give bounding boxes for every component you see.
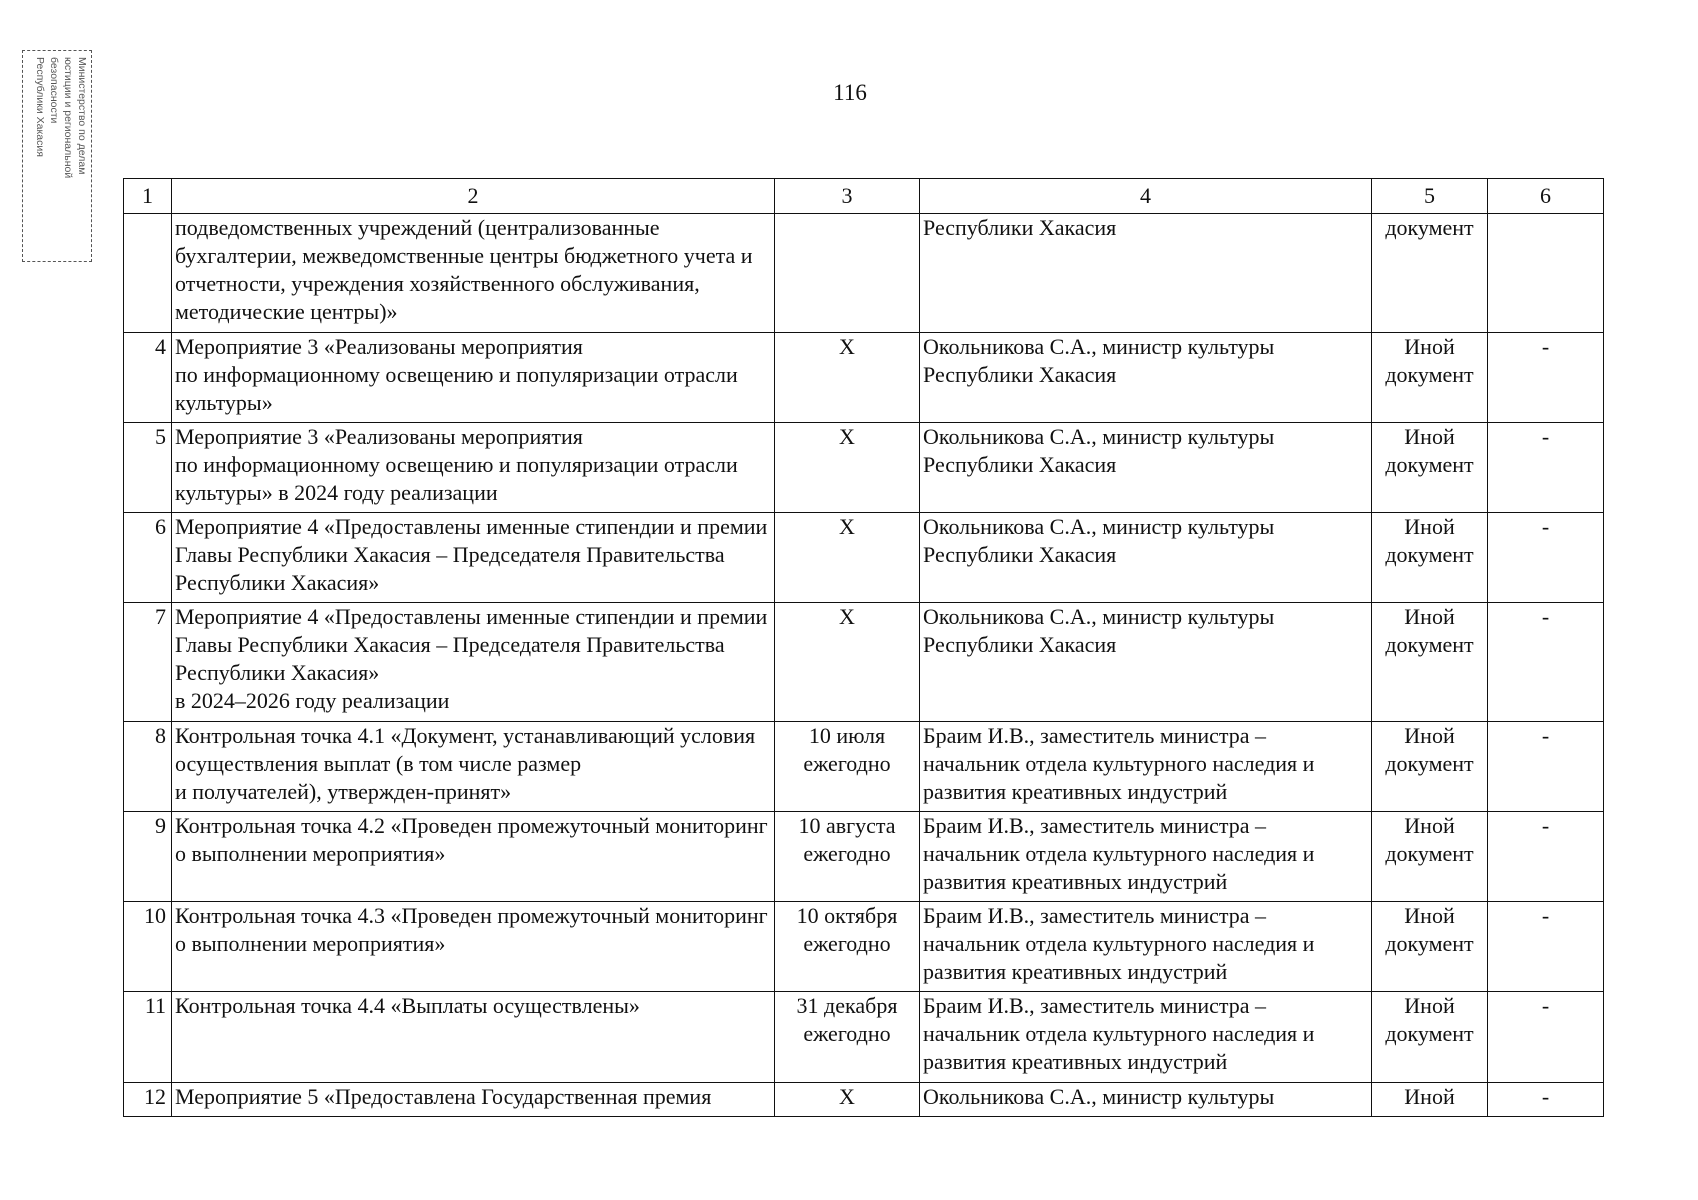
deadline: 10 июля ежегодно (775, 722, 920, 812)
responsible-person: Браим И.В., заместитель министра – начальник отдела культурного наследия и развития креативных индустрий (920, 722, 1372, 812)
responsible-person: Окольникова С.А., министр культуры Республики Хакасия (920, 423, 1372, 513)
responsible-person: Браим И.В., заместитель министра – начальник отдела культурного наследия и развития креативных индустрий (920, 992, 1372, 1083)
event-name: Мероприятие 4 «Предоставлены именные стипендии и премии Главы Республики Хакасия – Председателя Правительства Республики Хакасия» (172, 513, 775, 603)
deadline: 10 августа ежегодно (775, 812, 920, 902)
info-system: - (1488, 1083, 1604, 1117)
table-row (124, 992, 1604, 1083)
events-table (123, 178, 1604, 1117)
row-number: 11 (124, 992, 172, 1083)
header-col-3: 3 (775, 179, 920, 214)
responsible-person: Окольникова С.А., министр культуры (920, 1083, 1372, 1117)
header-row (124, 179, 1604, 214)
document-type: Иной документ (1372, 992, 1488, 1083)
responsible-person: Окольникова С.А., министр культуры Республики Хакасия (920, 603, 1372, 722)
event-name: Мероприятие 5 «Предоставлена Государственная премия (172, 1083, 775, 1117)
deadline: X (775, 603, 920, 722)
document-type: Иной документ (1372, 812, 1488, 902)
event-name: Контрольная точка 4.2 «Проведен промежуточный мониторинг о выполнении мероприятия» (172, 812, 775, 902)
deadline: X (775, 513, 920, 603)
info-system: - (1488, 423, 1604, 513)
info-system: - (1488, 513, 1604, 603)
header-col-6: 6 (1488, 179, 1604, 214)
deadline: X (775, 423, 920, 513)
table-row (124, 214, 1604, 333)
deadline: X (775, 333, 920, 423)
responsible-person: Окольникова С.А., министр культуры Республики Хакасия (920, 513, 1372, 603)
deadline (775, 214, 920, 333)
info-system: - (1488, 812, 1604, 902)
header-col-5: 5 (1372, 179, 1488, 214)
info-system: - (1488, 902, 1604, 992)
responsible-person: Браим И.В., заместитель министра – начальник отдела культурного наследия и развития креативных индустрий (920, 812, 1372, 902)
document-type: Иной документ (1372, 333, 1488, 423)
event-name: Мероприятие 3 «Реализованы мероприятия по информационному освещению и популяризации отрасли культуры» в 2024 году реализации (172, 423, 775, 513)
event-name: подведомственных учреждений (централизованные бухгалтерии, межведомственные центры бюджетного учета и отчетности, учреждения хозяйственного обслуживания, методические центры)» (172, 214, 775, 333)
header-col-1: 1 (124, 179, 172, 214)
stamp-text: Министерство по делам юстиции и региональной безопасности Республики Хакасия (34, 57, 88, 179)
document-type: Иной документ (1372, 722, 1488, 812)
row-number: 9 (124, 812, 172, 902)
row-number: 10 (124, 902, 172, 992)
table-row (124, 423, 1604, 513)
registration-stamp (22, 50, 92, 262)
deadline: X (775, 1083, 920, 1117)
info-system: - (1488, 603, 1604, 722)
row-number (124, 214, 172, 333)
table-row (124, 902, 1604, 992)
row-number: 6 (124, 513, 172, 603)
table-row (124, 812, 1604, 902)
event-name: Мероприятие 4 «Предоставлены именные стипендии и премии Главы Республики Хакасия – Председателя Правительства Республики Хакасия» в 2024–2026 году реализации (172, 603, 775, 722)
row-number: 12 (124, 1083, 172, 1117)
document-type: Иной (1372, 1083, 1488, 1117)
table-row (124, 1083, 1604, 1117)
document-type: Иной документ (1372, 902, 1488, 992)
event-name: Контрольная точка 4.3 «Проведен промежуточный мониторинг о выполнении мероприятия» (172, 902, 775, 992)
info-system (1488, 214, 1604, 333)
deadline: 31 декабря ежегодно (775, 992, 920, 1083)
responsible-person: Республики Хакасия (920, 214, 1372, 333)
document-type: Иной документ (1372, 513, 1488, 603)
row-number: 4 (124, 333, 172, 423)
document-type: документ (1372, 214, 1488, 333)
table-row (124, 603, 1604, 722)
document-type: Иной документ (1372, 423, 1488, 513)
header-col-4: 4 (920, 179, 1372, 214)
table-row (124, 333, 1604, 423)
row-number: 7 (124, 603, 172, 722)
responsible-person: Окольникова С.А., министр культуры Республики Хакасия (920, 333, 1372, 423)
document-type: Иной документ (1372, 603, 1488, 722)
event-name: Контрольная точка 4.1 «Документ, устанавливающий условия осуществления выплат (в том числе размер и получателей), утвержден-принят» (172, 722, 775, 812)
info-system: - (1488, 722, 1604, 812)
event-name: Контрольная точка 4.4 «Выплаты осуществлены» (172, 992, 775, 1083)
event-name: Мероприятие 3 «Реализованы мероприятия по информационному освещению и популяризации отрасли культуры» (172, 333, 775, 423)
table-row (124, 722, 1604, 812)
header-col-2: 2 (172, 179, 775, 214)
table-row (124, 513, 1604, 603)
row-number: 8 (124, 722, 172, 812)
deadline: 10 октября ежегодно (775, 902, 920, 992)
info-system: - (1488, 333, 1604, 423)
info-system: - (1488, 992, 1604, 1083)
responsible-person: Браим И.В., заместитель министра – начальник отдела культурного наследия и развития креативных индустрий (920, 902, 1372, 992)
page-number: 116 (833, 80, 867, 105)
row-number: 5 (124, 423, 172, 513)
